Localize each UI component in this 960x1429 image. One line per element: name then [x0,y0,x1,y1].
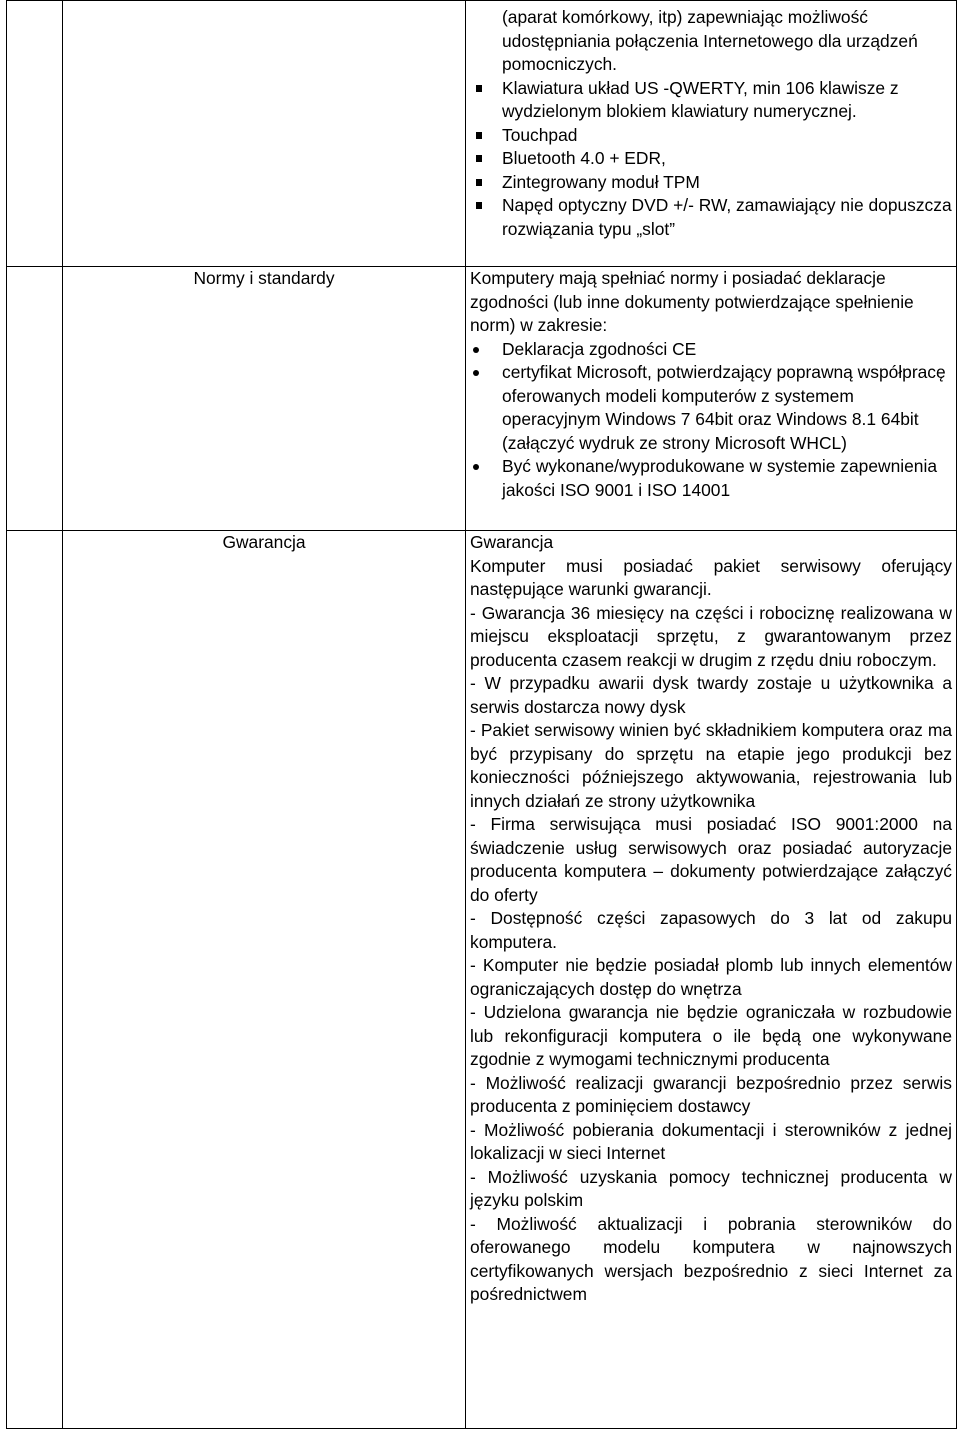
list-item: Być wykonane/wyprodukowane w systemie zapewnienia jakości ISO 9001 i ISO 14001 [470,455,952,502]
list-item: certyfikat Microsoft, potwierdzający poprawną współpracę oferowanych modeli komputerów z systemem operacyjnym Windows 7 64bit oraz Windows 8.1 64bit (załączyć wydruk ze strony Microsoft WHCL) [470,361,952,455]
round-bullet-icon [473,370,479,376]
warranty-paragraph: - Dostępność części zapasowych do 3 lat od zakupu komputera. [470,908,952,952]
square-bullet-icon [476,179,482,186]
warranty-paragraph: - Możliwość realizacji gwarancji bezpośrednio przez serwis producenta z pominięciem dostawcy [470,1072,952,1116]
round-bullet-icon [473,347,479,353]
row-description-cell [466,1,957,267]
square-bullet-icon [476,202,482,209]
row-label-cell [63,1,466,267]
warranty-paragraph: - W przypadku awarii dysk twardy zostaje u użytkownika a serwis dostarcza nowy dysk [470,673,952,717]
specification-table [6,0,957,1429]
warranty-intro: Komputer musi posiadać pakiet serwisowy oferujący następujące warunki gwarancji. [470,555,952,599]
warranty-heading: Gwarancja [470,532,554,552]
list-item: Klawiatura układ US -QWERTY, min 106 klawisze z wydzielonym blokiem klawiatury numerycznej. [470,77,952,124]
row-description-cell [466,531,957,1429]
warranty-paragraph: - Gwarancja 36 miesięcy na części i robociznę realizowana w miejscu eksploatacji sprzętu, z gwarantowanym przez producenta czasem reakcji w drugim z rzędu dniu roboczym. [470,602,952,670]
row-label-cell [63,531,466,1429]
standards-intro: Komputery mają spełniać normy i posiadać deklaracje zgodności (lub inne dokumenty potwierdzające spełnienie norm) w zakresie: [470,268,914,335]
row-number-cell [7,531,63,1429]
warranty-paragraph: - Udzielona gwarancja nie będzie ograniczała w rozbudowie lub rekonfiguracji komputera o ile będą one wykonywane zgodnie z wymogami technicznymi producenta [470,1002,952,1069]
row-label-standards: Normy i standardy [193,268,335,288]
warranty-paragraph: - Możliwość pobierania dokumentacji i sterowników z jednej lokalizacji w sieci Internet [470,1119,952,1163]
continuation-text: (aparat komórkowy, itp) zapewniając możliwość udostępniania połączenia Internetowego dla urządzeń pomocniczych. [502,7,918,74]
row-label-cell [63,267,466,531]
list-item: Zintegrowany moduł TPM [470,171,952,195]
standards-list [470,338,952,503]
row-number-cell [7,1,63,267]
square-bullet-icon [476,132,482,139]
round-bullet-icon [473,464,479,470]
warranty-paragraph: - Komputer nie będzie posiadał plomb lub innych elementów ograniczających dostęp do wnętrza [470,955,952,999]
row-description-cell [466,267,957,531]
feature-list [470,77,952,242]
warranty-paragraph: - Firma serwisująca musi posiadać ISO 9001:2000 na świadczenie usług serwisowych oraz posiadać autoryzacje producenta komputera – dokumenty potwierdzające załączyć do oferty [470,814,952,905]
square-bullet-icon [476,155,482,162]
row-number-cell [7,267,63,531]
table-row-features [7,1,957,267]
row-label-warranty: Gwarancja [222,532,306,552]
list-item: Bluetooth 4.0 + EDR, [470,147,952,171]
table-row-warranty [7,531,957,1429]
list-item: Deklaracja zgodności CE [470,338,952,362]
list-item: Napęd optyczny DVD +/- RW, zamawiający nie dopuszcza rozwiązania typu „slot” [470,194,952,241]
square-bullet-icon [476,85,482,92]
warranty-paragraph: - Pakiet serwisowy winien być składnikiem komputera oraz ma być przypisany do sprzętu na etapie jego produkcji bez konieczności późniejszego aktywowania, rejestrowania lub innych działań ze strony użytkownika [470,720,952,811]
warranty-paragraph: - Możliwość uzyskania pomocy technicznej producenta w języku polskim [470,1166,952,1210]
table-row-standards [7,267,957,531]
list-item: Touchpad [470,124,952,148]
warranty-paragraph: - Możliwość aktualizacji i pobrania sterowników do oferowanego modelu komputera w najnowszych certyfikowanych wersjach bezpośrednio z sieci Internet za pośrednictwem [470,1213,952,1304]
